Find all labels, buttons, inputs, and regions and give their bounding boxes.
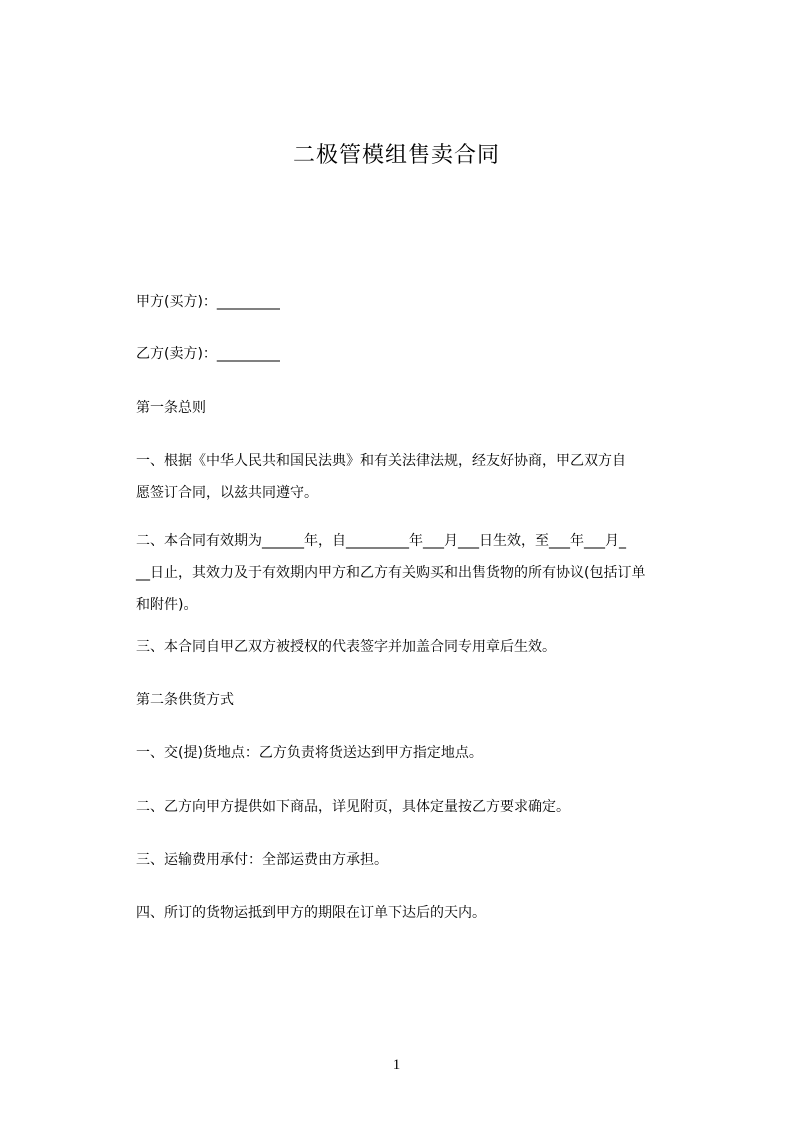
- clause-line: 一、根据《中华人民共和国民法典》和有关法律法规，经友好协商，甲乙双方自: [136, 453, 626, 469]
- party-a-line: 甲方(买方)：_________: [136, 294, 280, 310]
- article-1-clause-3: 三、本合同自甲乙双方被授权的代表签字并加盖合同专用章后生效。: [136, 639, 556, 655]
- clause-line: 二、本合同有效期为______年，自_________年___月___日生效，至___年___月_: [136, 533, 626, 549]
- article-2-clause-3: 三、运输费用承付：全部运费由方承担。: [136, 852, 388, 868]
- clause-line: __日止，其效力及于有效期内甲方和乙方有关购买和出售货物的所有协议(包括订单: [136, 565, 646, 581]
- article-1-clause-1: [136, 445, 711, 509]
- article-2-clause-1: 一、交(提)货地点：乙方负责将货送达到甲方指定地点。: [136, 745, 483, 761]
- clause-line: 和附件)。: [136, 597, 198, 613]
- party-b-line: 乙方(卖方)：_________: [136, 346, 280, 362]
- article-2-heading: 第二条供货方式: [136, 692, 234, 708]
- clause-line: 愿签订合同，以兹共同遵守。: [136, 485, 318, 501]
- article-2-clause-4: 四、所订的货物运抵到甲方的期限在订单下达后的天内。: [136, 905, 486, 921]
- document-title: 二极管模组售卖合同: [292, 143, 500, 168]
- page-number: 1: [392, 1057, 401, 1073]
- article-2-clause-2: 二、乙方向甲方提供如下商品，详见附页，具体定量按乙方要求确定。: [136, 799, 570, 815]
- article-1-clause-2: [136, 525, 711, 621]
- article-1-heading: 第一条总则: [136, 400, 206, 416]
